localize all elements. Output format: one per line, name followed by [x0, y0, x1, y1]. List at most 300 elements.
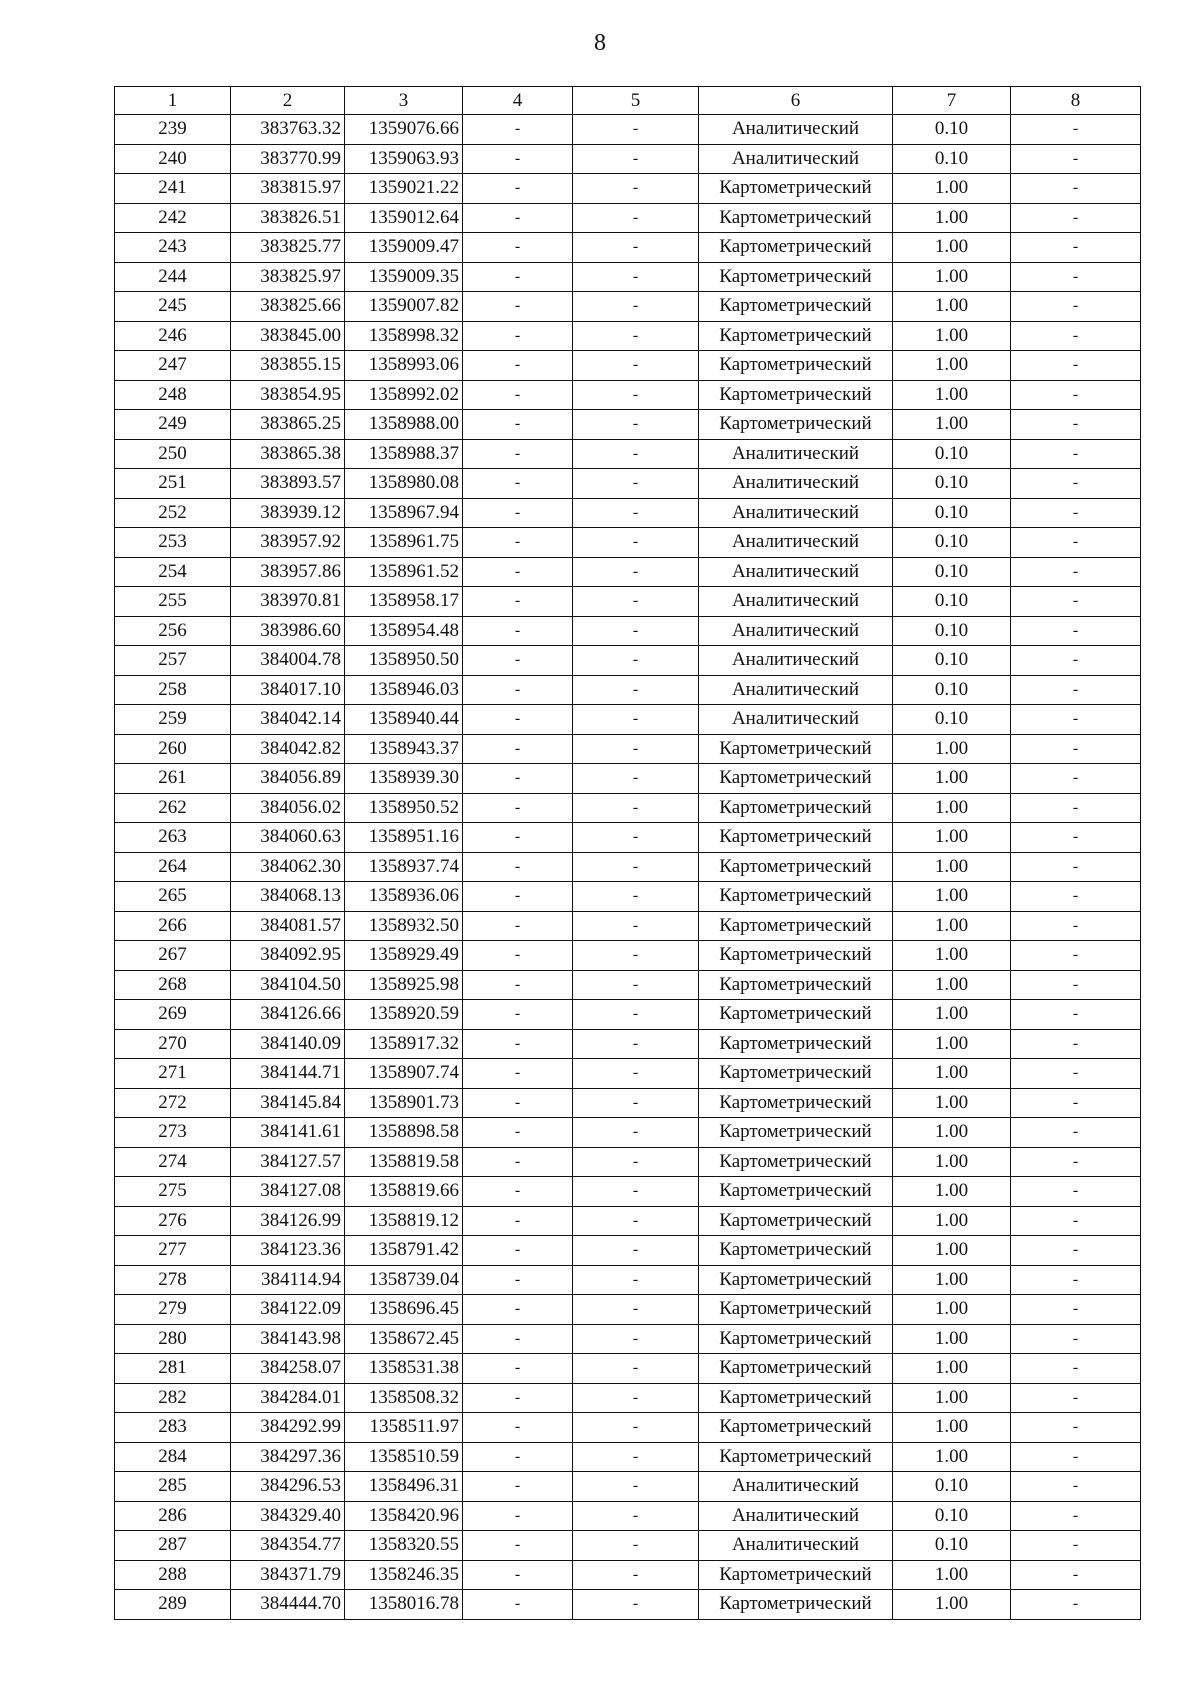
- y-coordinate-cell: 1358907.74: [345, 1059, 463, 1089]
- y-coordinate-cell: 1358929.49: [345, 941, 463, 971]
- method-cell: Картометрический: [699, 1442, 893, 1472]
- x-coordinate-cell: 384042.82: [231, 734, 345, 764]
- x-coordinate-cell: 384104.50: [231, 970, 345, 1000]
- point-number-cell: 278: [115, 1265, 231, 1295]
- col8-cell: -: [1011, 557, 1141, 587]
- col5-cell: -: [573, 1206, 699, 1236]
- accuracy-cell: 0.10: [893, 498, 1011, 528]
- col8-cell: -: [1011, 144, 1141, 174]
- y-coordinate-cell: 1359007.82: [345, 292, 463, 322]
- accuracy-cell: 0.10: [893, 1531, 1011, 1561]
- col5-cell: -: [573, 439, 699, 469]
- accuracy-cell: 0.10: [893, 469, 1011, 499]
- method-cell: Аналитический: [699, 705, 893, 735]
- point-number-cell: 248: [115, 380, 231, 410]
- table-row: [115, 410, 1141, 440]
- col4-cell: -: [463, 410, 573, 440]
- col4-cell: -: [463, 498, 573, 528]
- col4-cell: -: [463, 1088, 573, 1118]
- point-number-cell: 285: [115, 1472, 231, 1502]
- accuracy-cell: 1.00: [893, 1324, 1011, 1354]
- accuracy-cell: 0.10: [893, 557, 1011, 587]
- x-coordinate-cell: 384371.79: [231, 1560, 345, 1590]
- table-row: [115, 1206, 1141, 1236]
- y-coordinate-cell: 1358992.02: [345, 380, 463, 410]
- accuracy-cell: 1.00: [893, 1383, 1011, 1413]
- col8-cell: -: [1011, 675, 1141, 705]
- table-body: [115, 115, 1141, 1620]
- col4-cell: -: [463, 1590, 573, 1620]
- accuracy-cell: 1.00: [893, 1029, 1011, 1059]
- accuracy-cell: 0.10: [893, 587, 1011, 617]
- point-number-cell: 257: [115, 646, 231, 676]
- col4-cell: -: [463, 469, 573, 499]
- table-row: [115, 646, 1141, 676]
- method-cell: Аналитический: [699, 1472, 893, 1502]
- col5-cell: -: [573, 321, 699, 351]
- y-coordinate-cell: 1358819.66: [345, 1177, 463, 1207]
- col5-cell: -: [573, 882, 699, 912]
- col4-cell: -: [463, 1295, 573, 1325]
- col4-cell: -: [463, 233, 573, 263]
- col8-cell: -: [1011, 262, 1141, 292]
- method-cell: Аналитический: [699, 557, 893, 587]
- col5-cell: -: [573, 1531, 699, 1561]
- col5-cell: -: [573, 911, 699, 941]
- col5-cell: -: [573, 1354, 699, 1384]
- col4-cell: -: [463, 823, 573, 853]
- y-coordinate-cell: 1358998.32: [345, 321, 463, 351]
- point-number-cell: 261: [115, 764, 231, 794]
- col8-cell: -: [1011, 852, 1141, 882]
- col4-cell: -: [463, 292, 573, 322]
- method-cell: Аналитический: [699, 439, 893, 469]
- table-row: [115, 144, 1141, 174]
- col5-cell: -: [573, 823, 699, 853]
- col8-cell: -: [1011, 1118, 1141, 1148]
- x-coordinate-cell: 383815.97: [231, 174, 345, 204]
- table-row: [115, 1383, 1141, 1413]
- col4-cell: -: [463, 351, 573, 381]
- col5-cell: -: [573, 233, 699, 263]
- point-number-cell: 263: [115, 823, 231, 853]
- y-coordinate-cell: 1359012.64: [345, 203, 463, 233]
- method-cell: Картометрический: [699, 292, 893, 322]
- method-cell: Аналитический: [699, 675, 893, 705]
- col4-cell: -: [463, 793, 573, 823]
- accuracy-cell: 1.00: [893, 882, 1011, 912]
- method-cell: Картометрический: [699, 233, 893, 263]
- table-row: [115, 1059, 1141, 1089]
- point-number-cell: 283: [115, 1413, 231, 1443]
- point-number-cell: 245: [115, 292, 231, 322]
- col5-cell: -: [573, 380, 699, 410]
- y-coordinate-cell: 1358819.12: [345, 1206, 463, 1236]
- col8-cell: -: [1011, 970, 1141, 1000]
- col4-cell: -: [463, 1383, 573, 1413]
- col8-cell: -: [1011, 1442, 1141, 1472]
- x-coordinate-cell: 384144.71: [231, 1059, 345, 1089]
- point-number-cell: 268: [115, 970, 231, 1000]
- method-cell: Картометрический: [699, 1029, 893, 1059]
- col8-cell: -: [1011, 1206, 1141, 1236]
- table-row: [115, 1236, 1141, 1266]
- x-coordinate-cell: 383770.99: [231, 144, 345, 174]
- col4-cell: -: [463, 557, 573, 587]
- col4-cell: -: [463, 1413, 573, 1443]
- col5-cell: -: [573, 1177, 699, 1207]
- table-row: [115, 351, 1141, 381]
- accuracy-cell: 0.10: [893, 646, 1011, 676]
- table-row: [115, 734, 1141, 764]
- method-cell: Картометрический: [699, 793, 893, 823]
- col8-cell: -: [1011, 1413, 1141, 1443]
- col4-cell: -: [463, 587, 573, 617]
- col5-cell: -: [573, 1029, 699, 1059]
- col4-cell: -: [463, 646, 573, 676]
- table-row: [115, 1029, 1141, 1059]
- col5-cell: -: [573, 469, 699, 499]
- col8-cell: -: [1011, 203, 1141, 233]
- x-coordinate-cell: 384354.77: [231, 1531, 345, 1561]
- col4-cell: -: [463, 1265, 573, 1295]
- y-coordinate-cell: 1358993.06: [345, 351, 463, 381]
- method-cell: Картометрический: [699, 764, 893, 794]
- column-header-4: 4: [463, 87, 573, 115]
- table-row: [115, 1472, 1141, 1502]
- accuracy-cell: 1.00: [893, 262, 1011, 292]
- col8-cell: -: [1011, 1029, 1141, 1059]
- point-number-cell: 270: [115, 1029, 231, 1059]
- method-cell: Картометрический: [699, 321, 893, 351]
- col5-cell: -: [573, 1442, 699, 1472]
- point-number-cell: 273: [115, 1118, 231, 1148]
- point-number-cell: 250: [115, 439, 231, 469]
- x-coordinate-cell: 384122.09: [231, 1295, 345, 1325]
- x-coordinate-cell: 383854.95: [231, 380, 345, 410]
- x-coordinate-cell: 384060.63: [231, 823, 345, 853]
- accuracy-cell: 1.00: [893, 1590, 1011, 1620]
- col8-cell: -: [1011, 705, 1141, 735]
- col4-cell: -: [463, 1177, 573, 1207]
- y-coordinate-cell: 1359009.35: [345, 262, 463, 292]
- accuracy-cell: 0.10: [893, 705, 1011, 735]
- col5-cell: -: [573, 1265, 699, 1295]
- col4-cell: -: [463, 1147, 573, 1177]
- method-cell: Картометрический: [699, 734, 893, 764]
- x-coordinate-cell: 384062.30: [231, 852, 345, 882]
- y-coordinate-cell: 1358508.32: [345, 1383, 463, 1413]
- column-header-6: 6: [699, 87, 893, 115]
- point-number-cell: 271: [115, 1059, 231, 1089]
- y-coordinate-cell: 1358246.35: [345, 1560, 463, 1590]
- accuracy-cell: 1.00: [893, 174, 1011, 204]
- col8-cell: -: [1011, 1265, 1141, 1295]
- col5-cell: -: [573, 115, 699, 145]
- col5-cell: -: [573, 351, 699, 381]
- method-cell: Картометрический: [699, 1560, 893, 1590]
- table-row: [115, 1147, 1141, 1177]
- y-coordinate-cell: 1358696.45: [345, 1295, 463, 1325]
- column-header-5: 5: [573, 87, 699, 115]
- col8-cell: -: [1011, 793, 1141, 823]
- col4-cell: -: [463, 380, 573, 410]
- point-number-cell: 266: [115, 911, 231, 941]
- accuracy-cell: 1.00: [893, 292, 1011, 322]
- accuracy-cell: 1.00: [893, 1354, 1011, 1384]
- point-number-cell: 240: [115, 144, 231, 174]
- x-coordinate-cell: 383939.12: [231, 498, 345, 528]
- point-number-cell: 255: [115, 587, 231, 617]
- y-coordinate-cell: 1358951.16: [345, 823, 463, 853]
- table-row: [115, 1501, 1141, 1531]
- col5-cell: -: [573, 852, 699, 882]
- x-coordinate-cell: 384056.89: [231, 764, 345, 794]
- x-coordinate-cell: 384056.02: [231, 793, 345, 823]
- method-cell: Картометрический: [699, 911, 893, 941]
- col5-cell: -: [573, 1118, 699, 1148]
- col8-cell: -: [1011, 1000, 1141, 1030]
- x-coordinate-cell: 384114.94: [231, 1265, 345, 1295]
- x-coordinate-cell: 383855.15: [231, 351, 345, 381]
- col4-cell: -: [463, 174, 573, 204]
- col5-cell: -: [573, 587, 699, 617]
- table-row: [115, 941, 1141, 971]
- column-header-3: 3: [345, 87, 463, 115]
- table-row: [115, 1265, 1141, 1295]
- x-coordinate-cell: 383825.97: [231, 262, 345, 292]
- x-coordinate-cell: 384127.57: [231, 1147, 345, 1177]
- x-coordinate-cell: 383865.25: [231, 410, 345, 440]
- y-coordinate-cell: 1358901.73: [345, 1088, 463, 1118]
- accuracy-cell: 1.00: [893, 1088, 1011, 1118]
- col8-cell: -: [1011, 1147, 1141, 1177]
- col4-cell: -: [463, 144, 573, 174]
- method-cell: Картометрический: [699, 1177, 893, 1207]
- x-coordinate-cell: 384145.84: [231, 1088, 345, 1118]
- method-cell: Аналитический: [699, 616, 893, 646]
- col4-cell: -: [463, 764, 573, 794]
- col4-cell: -: [463, 941, 573, 971]
- col8-cell: -: [1011, 321, 1141, 351]
- y-coordinate-cell: 1358510.59: [345, 1442, 463, 1472]
- x-coordinate-cell: 383825.66: [231, 292, 345, 322]
- col5-cell: -: [573, 1501, 699, 1531]
- y-coordinate-cell: 1358920.59: [345, 1000, 463, 1030]
- col5-cell: -: [573, 1413, 699, 1443]
- col8-cell: -: [1011, 410, 1141, 440]
- table-row: [115, 1590, 1141, 1620]
- col4-cell: -: [463, 1059, 573, 1089]
- col8-cell: -: [1011, 115, 1141, 145]
- accuracy-cell: 1.00: [893, 351, 1011, 381]
- x-coordinate-cell: 383893.57: [231, 469, 345, 499]
- accuracy-cell: 1.00: [893, 410, 1011, 440]
- col5-cell: -: [573, 1383, 699, 1413]
- method-cell: Картометрический: [699, 1059, 893, 1089]
- table-row: [115, 1177, 1141, 1207]
- point-number-cell: 262: [115, 793, 231, 823]
- method-cell: Картометрический: [699, 1118, 893, 1148]
- x-coordinate-cell: 384140.09: [231, 1029, 345, 1059]
- col5-cell: -: [573, 970, 699, 1000]
- table-row: [115, 616, 1141, 646]
- y-coordinate-cell: 1358954.48: [345, 616, 463, 646]
- accuracy-cell: 1.00: [893, 321, 1011, 351]
- accuracy-cell: 1.00: [893, 734, 1011, 764]
- point-number-cell: 272: [115, 1088, 231, 1118]
- method-cell: Картометрический: [699, 1324, 893, 1354]
- point-number-cell: 243: [115, 233, 231, 263]
- y-coordinate-cell: 1358936.06: [345, 882, 463, 912]
- col8-cell: -: [1011, 1354, 1141, 1384]
- accuracy-cell: 1.00: [893, 380, 1011, 410]
- accuracy-cell: 1.00: [893, 1265, 1011, 1295]
- col4-cell: -: [463, 1531, 573, 1561]
- point-number-cell: 288: [115, 1560, 231, 1590]
- col4-cell: -: [463, 705, 573, 735]
- col4-cell: -: [463, 1501, 573, 1531]
- x-coordinate-cell: 384297.36: [231, 1442, 345, 1472]
- col4-cell: -: [463, 1324, 573, 1354]
- x-coordinate-cell: 384123.36: [231, 1236, 345, 1266]
- column-header-1: 1: [115, 87, 231, 115]
- col5-cell: -: [573, 1560, 699, 1590]
- accuracy-cell: 1.00: [893, 941, 1011, 971]
- y-coordinate-cell: 1359063.93: [345, 144, 463, 174]
- x-coordinate-cell: 383986.60: [231, 616, 345, 646]
- col8-cell: -: [1011, 941, 1141, 971]
- col5-cell: -: [573, 1000, 699, 1030]
- table-row: [115, 852, 1141, 882]
- y-coordinate-cell: 1358950.50: [345, 646, 463, 676]
- col5-cell: -: [573, 292, 699, 322]
- table-header-row: [115, 87, 1141, 115]
- x-coordinate-cell: 384296.53: [231, 1472, 345, 1502]
- accuracy-cell: 0.10: [893, 1472, 1011, 1502]
- method-cell: Аналитический: [699, 1531, 893, 1561]
- col5-cell: -: [573, 410, 699, 440]
- y-coordinate-cell: 1358819.58: [345, 1147, 463, 1177]
- col8-cell: -: [1011, 734, 1141, 764]
- page-number: 8: [594, 30, 606, 56]
- col4-cell: -: [463, 1236, 573, 1266]
- col8-cell: -: [1011, 439, 1141, 469]
- table-row: [115, 321, 1141, 351]
- method-cell: Аналитический: [699, 528, 893, 558]
- y-coordinate-cell: 1358496.31: [345, 1472, 463, 1502]
- point-number-cell: 279: [115, 1295, 231, 1325]
- table-row: [115, 705, 1141, 735]
- y-coordinate-cell: 1358420.96: [345, 1501, 463, 1531]
- accuracy-cell: 1.00: [893, 1147, 1011, 1177]
- method-cell: Аналитический: [699, 115, 893, 145]
- method-cell: Картометрический: [699, 1413, 893, 1443]
- col8-cell: -: [1011, 174, 1141, 204]
- col5-cell: -: [573, 557, 699, 587]
- accuracy-cell: 1.00: [893, 764, 1011, 794]
- accuracy-cell: 1.00: [893, 1442, 1011, 1472]
- col8-cell: -: [1011, 764, 1141, 794]
- table-row: [115, 1118, 1141, 1148]
- method-cell: Картометрический: [699, 262, 893, 292]
- method-cell: Картометрический: [699, 1147, 893, 1177]
- point-number-cell: 260: [115, 734, 231, 764]
- point-number-cell: 265: [115, 882, 231, 912]
- method-cell: Картометрический: [699, 410, 893, 440]
- table-row: [115, 1560, 1141, 1590]
- x-coordinate-cell: 384126.99: [231, 1206, 345, 1236]
- col4-cell: -: [463, 115, 573, 145]
- col5-cell: -: [573, 498, 699, 528]
- coordinates-table: [114, 86, 1141, 1620]
- table-row: [115, 1324, 1141, 1354]
- method-cell: Картометрический: [699, 970, 893, 1000]
- col4-cell: -: [463, 1442, 573, 1472]
- method-cell: Картометрический: [699, 1088, 893, 1118]
- method-cell: Картометрический: [699, 203, 893, 233]
- point-number-cell: 242: [115, 203, 231, 233]
- accuracy-cell: 1.00: [893, 911, 1011, 941]
- x-coordinate-cell: 384292.99: [231, 1413, 345, 1443]
- table-row: [115, 1000, 1141, 1030]
- y-coordinate-cell: 1359076.66: [345, 115, 463, 145]
- x-coordinate-cell: 384329.40: [231, 1501, 345, 1531]
- method-cell: Картометрический: [699, 1295, 893, 1325]
- table-row: [115, 292, 1141, 322]
- accuracy-cell: 0.10: [893, 439, 1011, 469]
- col8-cell: -: [1011, 1295, 1141, 1325]
- table-row: [115, 174, 1141, 204]
- y-coordinate-cell: 1358961.52: [345, 557, 463, 587]
- point-number-cell: 289: [115, 1590, 231, 1620]
- table-row: [115, 115, 1141, 145]
- table-row: [115, 498, 1141, 528]
- method-cell: Картометрический: [699, 1383, 893, 1413]
- method-cell: Картометрический: [699, 882, 893, 912]
- col4-cell: -: [463, 321, 573, 351]
- method-cell: Картометрический: [699, 1354, 893, 1384]
- method-cell: Аналитический: [699, 587, 893, 617]
- method-cell: Картометрический: [699, 1265, 893, 1295]
- point-number-cell: 286: [115, 1501, 231, 1531]
- point-number-cell: 281: [115, 1354, 231, 1384]
- x-coordinate-cell: 384127.08: [231, 1177, 345, 1207]
- accuracy-cell: 1.00: [893, 1236, 1011, 1266]
- x-coordinate-cell: 383970.81: [231, 587, 345, 617]
- y-coordinate-cell: 1358946.03: [345, 675, 463, 705]
- col5-cell: -: [573, 1472, 699, 1502]
- point-number-cell: 253: [115, 528, 231, 558]
- col8-cell: -: [1011, 528, 1141, 558]
- table-row: [115, 1354, 1141, 1384]
- method-cell: Картометрический: [699, 852, 893, 882]
- table-row: [115, 233, 1141, 263]
- col5-cell: -: [573, 616, 699, 646]
- col4-cell: -: [463, 1029, 573, 1059]
- y-coordinate-cell: 1358016.78: [345, 1590, 463, 1620]
- y-coordinate-cell: 1358739.04: [345, 1265, 463, 1295]
- accuracy-cell: 1.00: [893, 1413, 1011, 1443]
- table-row: [115, 557, 1141, 587]
- column-header-7: 7: [893, 87, 1011, 115]
- point-number-cell: 256: [115, 616, 231, 646]
- col8-cell: -: [1011, 1177, 1141, 1207]
- accuracy-cell: 0.10: [893, 1501, 1011, 1531]
- col4-cell: -: [463, 852, 573, 882]
- col8-cell: -: [1011, 911, 1141, 941]
- method-cell: Картометрический: [699, 1590, 893, 1620]
